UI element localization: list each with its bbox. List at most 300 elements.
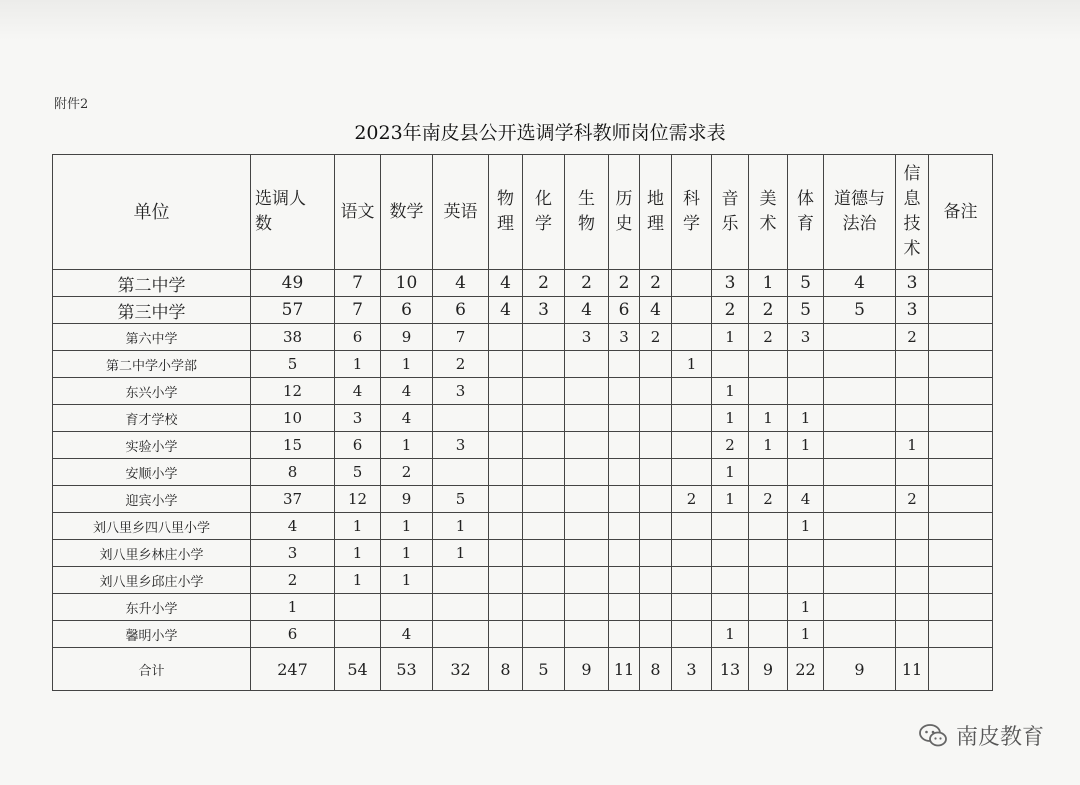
cell-art — [749, 351, 788, 378]
cell-chemistry: 2 — [523, 270, 565, 297]
cell-geography — [640, 540, 672, 567]
cell-music — [712, 540, 749, 567]
cell-pe: 3 — [788, 324, 824, 351]
cell-english: 3 — [433, 378, 489, 405]
cell-biology — [565, 621, 609, 648]
cell-physics — [489, 621, 523, 648]
cell-geography: 2 — [640, 324, 672, 351]
cell-chemistry: 3 — [523, 297, 565, 324]
cell-remark — [929, 540, 993, 567]
cell-pe: 22 — [788, 648, 824, 691]
cell-math: 1 — [381, 513, 433, 540]
table-row — [53, 378, 993, 405]
cell-science: 1 — [672, 351, 712, 378]
cell-music — [712, 513, 749, 540]
cell-chemistry — [523, 567, 565, 594]
cell-physics — [489, 378, 523, 405]
cell-unit: 刘八里乡邱庄小学 — [53, 567, 251, 594]
cell-it: 2 — [896, 486, 929, 513]
cell-pe: 1 — [788, 621, 824, 648]
cell-remark — [929, 432, 993, 459]
cell-biology — [565, 405, 609, 432]
cell-it — [896, 621, 929, 648]
cell-history: 3 — [609, 324, 640, 351]
header-pe-text: 体育 — [797, 189, 814, 234]
cell-pe — [788, 351, 824, 378]
cell-art — [749, 567, 788, 594]
cell-morality — [824, 513, 896, 540]
cell-science — [672, 621, 712, 648]
cell-english: 1 — [433, 540, 489, 567]
cell-chemistry — [523, 459, 565, 486]
watermark — [918, 720, 1044, 751]
cell-history: 11 — [609, 648, 640, 691]
cell-geography — [640, 567, 672, 594]
cell-physics — [489, 567, 523, 594]
cell-total: 15 — [251, 432, 335, 459]
cell-chinese: 6 — [335, 324, 381, 351]
cell-it — [896, 351, 929, 378]
scan-edge-shadow — [0, 0, 1080, 40]
cell-chinese — [335, 621, 381, 648]
cell-history: 2 — [609, 270, 640, 297]
cell-science: 3 — [672, 648, 712, 691]
header-math: 数学 — [381, 155, 433, 270]
cell-art: 2 — [749, 324, 788, 351]
cell-chemistry — [523, 432, 565, 459]
cell-math: 1 — [381, 567, 433, 594]
cell-geography — [640, 405, 672, 432]
cell-physics — [489, 405, 523, 432]
cell-morality — [824, 594, 896, 621]
cell-total: 49 — [251, 270, 335, 297]
cell-unit: 第六中学 — [53, 324, 251, 351]
cell-geography — [640, 486, 672, 513]
cell-english: 3 — [433, 432, 489, 459]
cell-morality: 5 — [824, 297, 896, 324]
table-row — [53, 540, 993, 567]
cell-history — [609, 432, 640, 459]
cell-pe: 1 — [788, 432, 824, 459]
cell-chemistry — [523, 324, 565, 351]
cell-music: 13 — [712, 648, 749, 691]
header-remark: 备注 — [929, 155, 993, 270]
cell-total: 8 — [251, 459, 335, 486]
cell-chinese: 5 — [335, 459, 381, 486]
cell-chinese: 1 — [335, 567, 381, 594]
cell-chemistry — [523, 621, 565, 648]
cell-unit: 育才学校 — [53, 405, 251, 432]
cell-music — [712, 567, 749, 594]
cell-art: 2 — [749, 486, 788, 513]
cell-science — [672, 459, 712, 486]
cell-history — [609, 621, 640, 648]
cell-biology — [565, 459, 609, 486]
cell-physics — [489, 324, 523, 351]
cell-math: 9 — [381, 324, 433, 351]
cell-it — [896, 405, 929, 432]
cell-history — [609, 486, 640, 513]
cell-chemistry — [523, 513, 565, 540]
cell-math: 4 — [381, 378, 433, 405]
cell-biology: 3 — [565, 324, 609, 351]
cell-art — [749, 594, 788, 621]
cell-math: 1 — [381, 540, 433, 567]
cell-physics — [489, 351, 523, 378]
cell-biology — [565, 351, 609, 378]
cell-total: 247 — [251, 648, 335, 691]
cell-music: 1 — [712, 405, 749, 432]
cell-history — [609, 594, 640, 621]
cell-math: 4 — [381, 405, 433, 432]
header-morality — [824, 155, 896, 270]
cell-total: 1 — [251, 594, 335, 621]
cell-remark — [929, 513, 993, 540]
cell-music — [712, 351, 749, 378]
cell-it — [896, 513, 929, 540]
cell-physics: 4 — [489, 270, 523, 297]
cell-chinese: 54 — [335, 648, 381, 691]
cell-total: 2 — [251, 567, 335, 594]
cell-biology — [565, 486, 609, 513]
cell-art — [749, 378, 788, 405]
cell-total: 6 — [251, 621, 335, 648]
cell-remark — [929, 621, 993, 648]
cell-it — [896, 459, 929, 486]
cell-total: 12 — [251, 378, 335, 405]
cell-morality — [824, 432, 896, 459]
cell-math: 10 — [381, 270, 433, 297]
cell-morality: 9 — [824, 648, 896, 691]
cell-science: 2 — [672, 486, 712, 513]
cell-math: 4 — [381, 621, 433, 648]
cell-english — [433, 405, 489, 432]
cell-chemistry — [523, 405, 565, 432]
cell-chemistry — [523, 351, 565, 378]
cell-history — [609, 351, 640, 378]
cell-remark — [929, 459, 993, 486]
table-row — [53, 324, 993, 351]
cell-art — [749, 513, 788, 540]
cell-geography — [640, 459, 672, 486]
cell-geography: 2 — [640, 270, 672, 297]
cell-remark — [929, 567, 993, 594]
cell-science — [672, 567, 712, 594]
cell-music: 3 — [712, 270, 749, 297]
cell-english — [433, 567, 489, 594]
cell-history — [609, 513, 640, 540]
cell-total: 38 — [251, 324, 335, 351]
cell-science — [672, 405, 712, 432]
cell-total: 37 — [251, 486, 335, 513]
cell-chinese: 1 — [335, 351, 381, 378]
cell-remark — [929, 486, 993, 513]
cell-geography: 4 — [640, 297, 672, 324]
document-title: 2023年南皮县公开选调学科教师岗位需求表 — [354, 122, 726, 144]
cell-morality — [824, 567, 896, 594]
cell-chinese: 3 — [335, 405, 381, 432]
header-unit: 单位 — [53, 155, 251, 270]
cell-remark — [929, 648, 993, 691]
cell-art — [749, 459, 788, 486]
cell-unit: 东升小学 — [53, 594, 251, 621]
cell-chemistry — [523, 540, 565, 567]
cell-remark — [929, 351, 993, 378]
cell-unit: 刘八里乡四八里小学 — [53, 513, 251, 540]
cell-chemistry — [523, 378, 565, 405]
table-row — [53, 486, 993, 513]
cell-morality — [824, 405, 896, 432]
cell-physics — [489, 594, 523, 621]
cell-total: 10 — [251, 405, 335, 432]
cell-science — [672, 378, 712, 405]
cell-science — [672, 324, 712, 351]
cell-pe: 1 — [788, 513, 824, 540]
cell-chemistry — [523, 486, 565, 513]
cell-physics — [489, 513, 523, 540]
table-row — [53, 621, 993, 648]
cell-history — [609, 540, 640, 567]
cell-it — [896, 540, 929, 567]
header-morality-text: 道德与法治 — [834, 189, 885, 234]
header-english: 英语 — [433, 155, 489, 270]
cell-unit: 第三中学 — [53, 297, 251, 324]
cell-geography — [640, 351, 672, 378]
header-total-text: 选调人数 — [255, 189, 306, 234]
header-it — [896, 155, 929, 270]
cell-music — [712, 594, 749, 621]
cell-math: 53 — [381, 648, 433, 691]
cell-pe: 1 — [788, 594, 824, 621]
cell-english — [433, 459, 489, 486]
cell-total: 3 — [251, 540, 335, 567]
cell-art: 9 — [749, 648, 788, 691]
cell-english: 7 — [433, 324, 489, 351]
cell-music: 1 — [712, 486, 749, 513]
cell-music: 1 — [712, 459, 749, 486]
cell-english: 1 — [433, 513, 489, 540]
cell-morality: 4 — [824, 270, 896, 297]
header-total — [251, 155, 335, 270]
cell-biology — [565, 594, 609, 621]
cell-morality — [824, 459, 896, 486]
header-science — [672, 155, 712, 270]
cell-unit: 刘八里乡林庄小学 — [53, 540, 251, 567]
cell-geography: 8 — [640, 648, 672, 691]
cell-geography — [640, 621, 672, 648]
header-chemistry-text: 化学 — [535, 189, 552, 234]
annex-label: 附件2 — [54, 97, 89, 112]
cell-unit: 东兴小学 — [53, 378, 251, 405]
header-it-text: 信息技术 — [903, 164, 921, 259]
table-row — [53, 270, 993, 297]
cell-biology: 4 — [565, 297, 609, 324]
table-row — [53, 297, 993, 324]
cell-physics — [489, 432, 523, 459]
cell-unit: 实验小学 — [53, 432, 251, 459]
cell-chinese: 7 — [335, 297, 381, 324]
cell-unit: 第二中学 — [53, 270, 251, 297]
cell-pe: 5 — [788, 297, 824, 324]
header-science-text: 科学 — [683, 189, 700, 234]
cell-remark — [929, 594, 993, 621]
header-chinese: 语文 — [335, 155, 381, 270]
cell-biology: 9 — [565, 648, 609, 691]
cell-physics: 4 — [489, 297, 523, 324]
cell-art — [749, 621, 788, 648]
cell-pe — [788, 540, 824, 567]
cell-pe — [788, 567, 824, 594]
cell-music: 2 — [712, 297, 749, 324]
cell-history — [609, 378, 640, 405]
cell-history — [609, 459, 640, 486]
cell-science — [672, 540, 712, 567]
wechat-icon — [918, 723, 948, 749]
cell-morality — [824, 324, 896, 351]
cell-it: 1 — [896, 432, 929, 459]
cell-physics — [489, 486, 523, 513]
header-pe — [788, 155, 824, 270]
table-row — [53, 513, 993, 540]
cell-physics: 8 — [489, 648, 523, 691]
cell-biology — [565, 432, 609, 459]
header-physics-text: 物理 — [497, 189, 514, 234]
table-row — [53, 594, 993, 621]
cell-remark — [929, 297, 993, 324]
cell-biology — [565, 513, 609, 540]
cell-remark — [929, 405, 993, 432]
cell-geography — [640, 432, 672, 459]
cell-remark — [929, 378, 993, 405]
cell-total: 57 — [251, 297, 335, 324]
cell-chemistry — [523, 594, 565, 621]
cell-morality — [824, 378, 896, 405]
header-history-text: 历史 — [615, 189, 633, 234]
cell-english — [433, 594, 489, 621]
cell-it — [896, 378, 929, 405]
cell-english — [433, 621, 489, 648]
cell-history — [609, 567, 640, 594]
cell-english: 32 — [433, 648, 489, 691]
cell-biology — [565, 378, 609, 405]
header-art-text: 美术 — [759, 189, 777, 234]
cell-chinese: 6 — [335, 432, 381, 459]
cell-science — [672, 513, 712, 540]
cell-geography — [640, 594, 672, 621]
cell-biology: 2 — [565, 270, 609, 297]
table-body — [53, 270, 993, 691]
cell-english: 5 — [433, 486, 489, 513]
cell-history: 6 — [609, 297, 640, 324]
header-row — [53, 155, 993, 270]
cell-english: 4 — [433, 270, 489, 297]
cell-math: 1 — [381, 432, 433, 459]
cell-pe — [788, 378, 824, 405]
header-geography — [640, 155, 672, 270]
cell-unit: 合计 — [53, 648, 251, 691]
cell-chinese: 4 — [335, 378, 381, 405]
cell-it: 3 — [896, 270, 929, 297]
watermark-label: 南皮教育 — [955, 725, 1044, 750]
cell-math: 9 — [381, 486, 433, 513]
cell-science — [672, 432, 712, 459]
cell-math: 6 — [381, 297, 433, 324]
cell-morality — [824, 351, 896, 378]
cell-it: 11 — [896, 648, 929, 691]
cell-chemistry: 5 — [523, 648, 565, 691]
cell-physics — [489, 459, 523, 486]
cell-total: 5 — [251, 351, 335, 378]
cell-biology — [565, 567, 609, 594]
table-row — [53, 459, 993, 486]
cell-remark — [929, 270, 993, 297]
cell-it — [896, 567, 929, 594]
header-art — [749, 155, 788, 270]
cell-pe: 5 — [788, 270, 824, 297]
cell-it — [896, 594, 929, 621]
cell-geography — [640, 378, 672, 405]
cell-it: 3 — [896, 297, 929, 324]
cell-math — [381, 594, 433, 621]
header-music — [712, 155, 749, 270]
cell-science — [672, 297, 712, 324]
cell-remark — [929, 324, 993, 351]
cell-chinese: 7 — [335, 270, 381, 297]
header-chemistry — [523, 155, 565, 270]
cell-pe: 4 — [788, 486, 824, 513]
table-row — [53, 567, 993, 594]
cell-science — [672, 594, 712, 621]
cell-morality — [824, 486, 896, 513]
cell-it: 2 — [896, 324, 929, 351]
cell-geography — [640, 513, 672, 540]
cell-art: 1 — [749, 405, 788, 432]
cell-unit: 馨明小学 — [53, 621, 251, 648]
header-physics — [489, 155, 523, 270]
cell-morality — [824, 540, 896, 567]
cell-science — [672, 270, 712, 297]
cell-unit: 迎宾小学 — [53, 486, 251, 513]
cell-music: 2 — [712, 432, 749, 459]
totals-row — [53, 648, 993, 691]
cell-unit: 安顺小学 — [53, 459, 251, 486]
table-row — [53, 351, 993, 378]
cell-music: 1 — [712, 324, 749, 351]
cell-art: 2 — [749, 297, 788, 324]
table-row — [53, 432, 993, 459]
header-biology-text: 生物 — [578, 189, 595, 234]
cell-chinese: 12 — [335, 486, 381, 513]
header-history — [609, 155, 640, 270]
cell-english: 2 — [433, 351, 489, 378]
cell-chinese: 1 — [335, 513, 381, 540]
cell-music: 1 — [712, 621, 749, 648]
cell-physics — [489, 540, 523, 567]
cell-chinese — [335, 594, 381, 621]
cell-art: 1 — [749, 270, 788, 297]
cell-unit: 第二中学小学部 — [53, 351, 251, 378]
cell-total: 4 — [251, 513, 335, 540]
cell-math: 2 — [381, 459, 433, 486]
cell-history — [609, 405, 640, 432]
cell-pe: 1 — [788, 405, 824, 432]
cell-art: 1 — [749, 432, 788, 459]
header-music-text: 音乐 — [721, 189, 739, 234]
cell-chinese: 1 — [335, 540, 381, 567]
cell-morality — [824, 621, 896, 648]
cell-pe — [788, 459, 824, 486]
cell-math: 1 — [381, 351, 433, 378]
